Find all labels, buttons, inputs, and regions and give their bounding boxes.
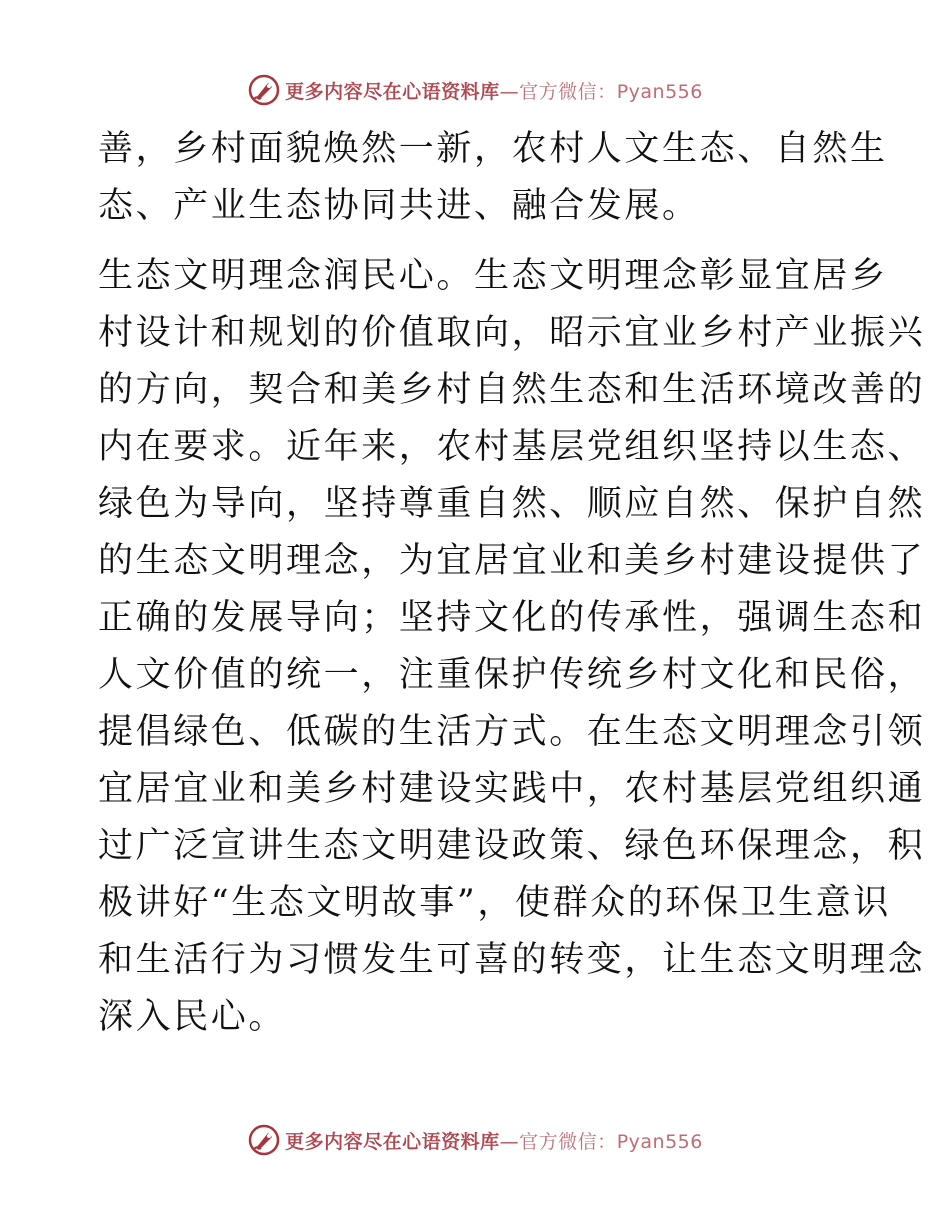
header-banner (0, 70, 950, 110)
banner-account-id: Pyan556 (616, 80, 703, 103)
text-line: 极讲好“生态文明故事”，使群众的环保卫生意识 (98, 883, 891, 923)
text-line: 和生活行为习惯发生可喜的转变，让生态文明理念 (98, 940, 926, 980)
banner-account-id: Pyan556 (616, 1130, 703, 1153)
banner-text (285, 77, 703, 104)
footer-banner (0, 1120, 950, 1160)
pen-nib-logo-icon (247, 73, 281, 107)
paragraph-gap (98, 235, 858, 248)
text-line: 态、产业生态协同共进、融合发展。 (98, 186, 700, 226)
text-line: 善，乡村面貌焕然一新，农村人文生态、自然生 (98, 129, 888, 169)
banner-separator: — (499, 80, 520, 103)
paragraph-2 (98, 248, 926, 1046)
text-line: 提倡绿色、低碳的生活方式。在生态文明理念引领 (98, 712, 926, 752)
text-line: 村设计和规划的价值取向，昭示宜业乡村产业振兴 (98, 313, 926, 353)
paragraph-1 (98, 121, 888, 235)
document-body (98, 121, 926, 1046)
banner-text (285, 1127, 703, 1154)
banner-brand: 更多内容尽在心语资料库 (285, 1130, 500, 1153)
banner-brand: 更多内容尽在心语资料库 (285, 80, 500, 103)
text-line: 的方向，契合和美乡村自然生态和生活环境改善的 (98, 370, 926, 410)
text-line: 正确的发展导向；坚持文化的传承性，强调生态和 (98, 598, 926, 638)
text-line: 深入民心。 (98, 997, 287, 1037)
text-line: 宜居宜业和美乡村建设实践中，农村基层党组织通 (98, 769, 926, 809)
banner-official-account-label: 官方微信： (519, 1130, 617, 1153)
text-line: 生态文明理念润民心。生态文明理念彰显宜居乡 (98, 256, 888, 296)
text-line: 绿色为导向，坚持尊重自然、顺应自然、保护自然 (98, 484, 926, 524)
text-line: 内在要求。近年来，农村基层党组织坚持以生态、 (98, 427, 926, 467)
banner-separator: — (499, 1130, 520, 1153)
text-line: 过广泛宣讲生态文明建设政策、绿色环保理念，积 (98, 826, 926, 866)
pen-nib-logo-icon (247, 1123, 281, 1157)
text-line: 的生态文明理念，为宜居宜业和美乡村建设提供了 (98, 541, 926, 581)
text-line: 人文价值的统一，注重保护传统乡村文化和民俗， (98, 655, 926, 695)
banner-official-account-label: 官方微信： (519, 80, 617, 103)
